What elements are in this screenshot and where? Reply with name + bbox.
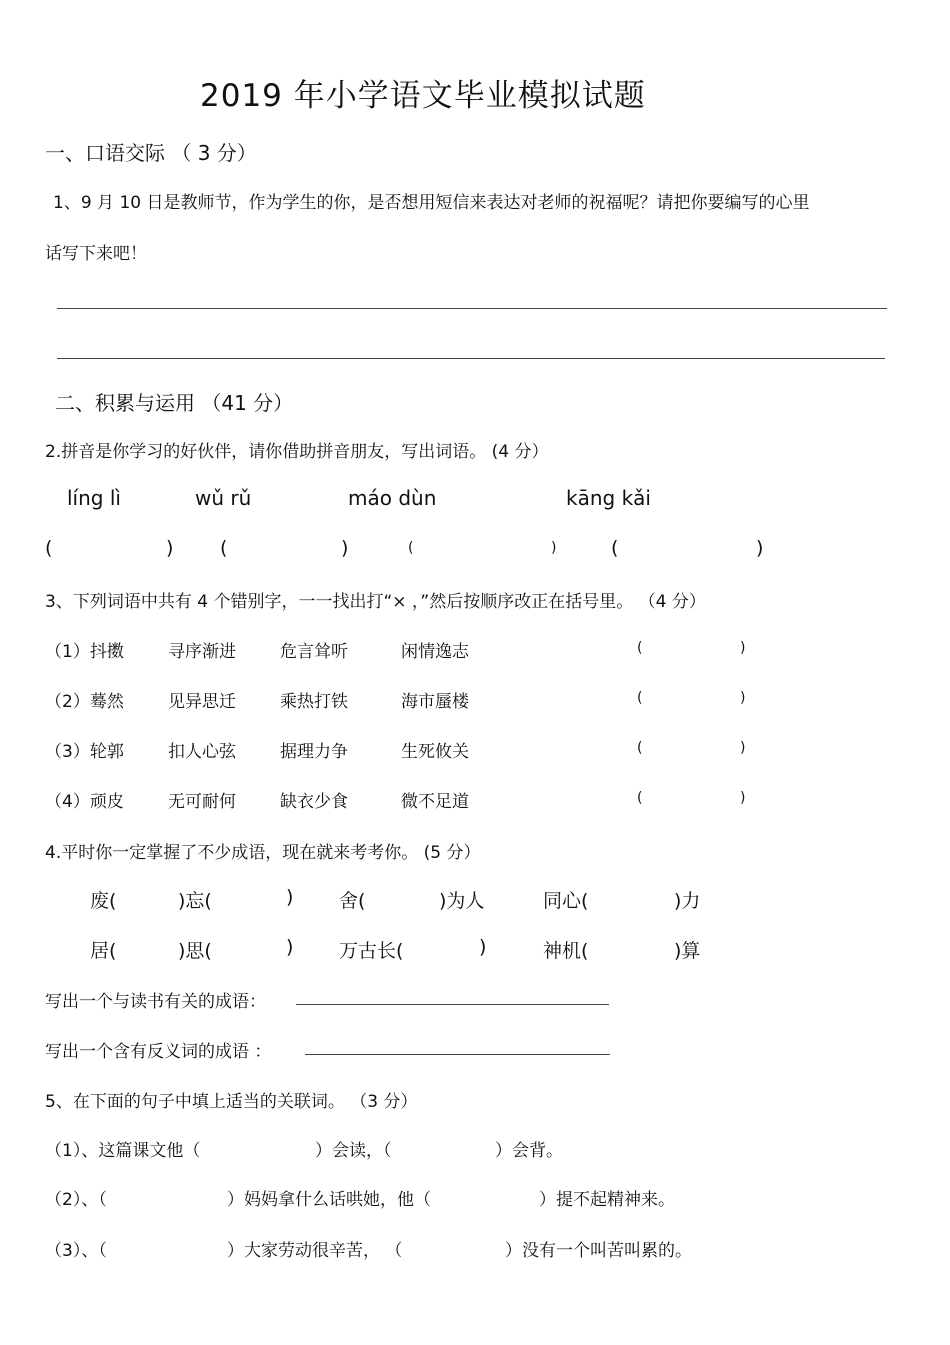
q3-row-2-word3: 海市蜃楼 (401, 692, 469, 712)
q1-text-line1: 1、9 月 10 日是教师节，作为学生的你，是否想用短信来表达对老师的祝福呢？请把你要编写的心里 (53, 193, 810, 213)
q3-row-4-label: （4）顽皮 (45, 792, 124, 812)
idiom-6-part1: 神机( (543, 940, 589, 962)
q2-text: 2.拼音是你学习的好伙伴，请你借助拼音朋友，写出词语。 (4 分） (45, 442, 549, 462)
idiom-4-part3: ) (286, 936, 294, 958)
q5-sentence-3-c[interactable]: ）没有一个叫苦叫累的。 (505, 1241, 692, 1261)
q3-row-2-label: （2）蓦然 (45, 692, 124, 712)
page-title: 2019 年小学语文毕业模拟试题 (200, 78, 646, 114)
idiom-3-part1: 同心( (543, 890, 589, 912)
idiom-3-part2[interactable]: )力 (674, 890, 701, 912)
q3-row-1-word1: 寻序渐进 (168, 642, 236, 662)
q5-sentence-1-c[interactable]: ）会背。 (495, 1141, 563, 1161)
q3-row-1-label: （1）抖擞 (45, 642, 124, 662)
q2-blank-3-close: ) (551, 540, 557, 556)
answer-line-1[interactable] (57, 308, 887, 309)
q3-row-3-word3: 生死攸关 (401, 742, 469, 762)
q4-answer-line-1[interactable] (296, 1004, 609, 1005)
idiom-1-part2[interactable]: )忘( (178, 890, 212, 912)
q5-sentence-3-b[interactable]: ）大家劳动很辛苦， （ (227, 1241, 403, 1261)
q5-sentence-3-a: （3）、（ (45, 1241, 107, 1261)
q5-sentence-2-a: （2）、（ (45, 1190, 107, 1210)
q3-row-4-blank-open[interactable]: ( (637, 790, 643, 806)
pinyin-3: máo dùn (348, 486, 437, 510)
q3-row-3-label: （3）轮郭 (45, 742, 124, 762)
q3-row-3-word1: 扣人心弦 (168, 742, 236, 762)
q4-text: 4.平时你一定掌握了不少成语，现在就来考考你。 (5 分） (45, 843, 481, 863)
pinyin-2: wǔ rǔ (195, 486, 252, 510)
q4-write-antonym-idiom: 写出一个含有反义词的成语 ： (45, 1042, 272, 1062)
idiom-4-part2[interactable]: )思( (178, 940, 212, 962)
q2-blank-4-open[interactable]: ( (611, 537, 619, 559)
q3-row-2-blank-close: ) (740, 690, 746, 706)
idiom-5-part1: 万古长( (339, 940, 404, 962)
q4-answer-line-2[interactable] (305, 1054, 610, 1055)
q2-blank-1-open[interactable]: ( (45, 537, 53, 559)
q5-sentence-1-b[interactable]: ）会读，（ (315, 1141, 392, 1161)
q3-row-4-word2: 缺衣少食 (280, 792, 348, 812)
idiom-1-part1: 废( (90, 890, 117, 912)
q3-row-3-word2: 据理力争 (280, 742, 348, 762)
q3-row-4-blank-close: ) (740, 790, 746, 806)
q2-blank-3-open[interactable]: ( (408, 540, 414, 556)
q3-row-2-blank-open[interactable]: ( (637, 690, 643, 706)
q3-row-1-word2: 危言耸听 (280, 642, 348, 662)
section1-heading: 一、口语交际 （ 3 分） (45, 141, 257, 165)
q2-blank-2-open[interactable]: ( (220, 537, 228, 559)
pinyin-4: kāng kǎi (566, 486, 651, 510)
idiom-1-part3: ) (286, 886, 294, 908)
idiom-5-part2[interactable]: ) (479, 936, 487, 958)
q3-row-3-blank-open[interactable]: ( (637, 740, 643, 756)
q5-sentence-2-b[interactable]: ）妈妈拿什么话哄她，他（ (227, 1190, 431, 1210)
q3-row-2-word2: 乘热打铁 (280, 692, 348, 712)
idiom-2-part2[interactable]: )为人 (439, 890, 485, 912)
q3-text: 3、下列词语中共有 4 个错别字，一一找出打“× ，”然后按顺序改正在括号里。 （4 分） (45, 592, 706, 612)
q5-sentence-1-a: （1）、这篇课文他（ (45, 1141, 201, 1161)
q3-row-4-word1: 无可耐何 (168, 792, 236, 812)
q2-blank-1-close: ) (166, 537, 174, 559)
answer-line-2[interactable] (57, 358, 885, 359)
q3-row-1-blank-close: ) (740, 640, 746, 656)
idiom-2-part1: 舍( (339, 890, 366, 912)
pinyin-1: líng lì (67, 486, 121, 510)
q2-blank-4-close: ) (756, 537, 764, 559)
q5-sentence-2-c[interactable]: ）提不起精神来。 (539, 1190, 675, 1210)
q3-row-2-word1: 见异思迁 (168, 692, 236, 712)
idiom-6-part2[interactable]: )算 (674, 940, 701, 962)
q5-text: 5、在下面的句子中填上适当的关联词。 （3 分） (45, 1092, 418, 1112)
q3-row-1-blank-open[interactable]: ( (637, 640, 643, 656)
q3-row-1-word3: 闲情逸志 (401, 642, 469, 662)
q4-write-reading-idiom: 写出一个与读书有关的成语： (45, 992, 266, 1012)
section2-heading: 二、积累与运用 （41 分） (55, 391, 294, 415)
idiom-4-part1: 居( (90, 940, 117, 962)
q3-row-3-blank-close: ) (740, 740, 746, 756)
q1-text-line2: 话写下来吧！ (45, 244, 147, 264)
q2-blank-2-close: ) (341, 537, 349, 559)
q3-row-4-word3: 微不足道 (401, 792, 469, 812)
